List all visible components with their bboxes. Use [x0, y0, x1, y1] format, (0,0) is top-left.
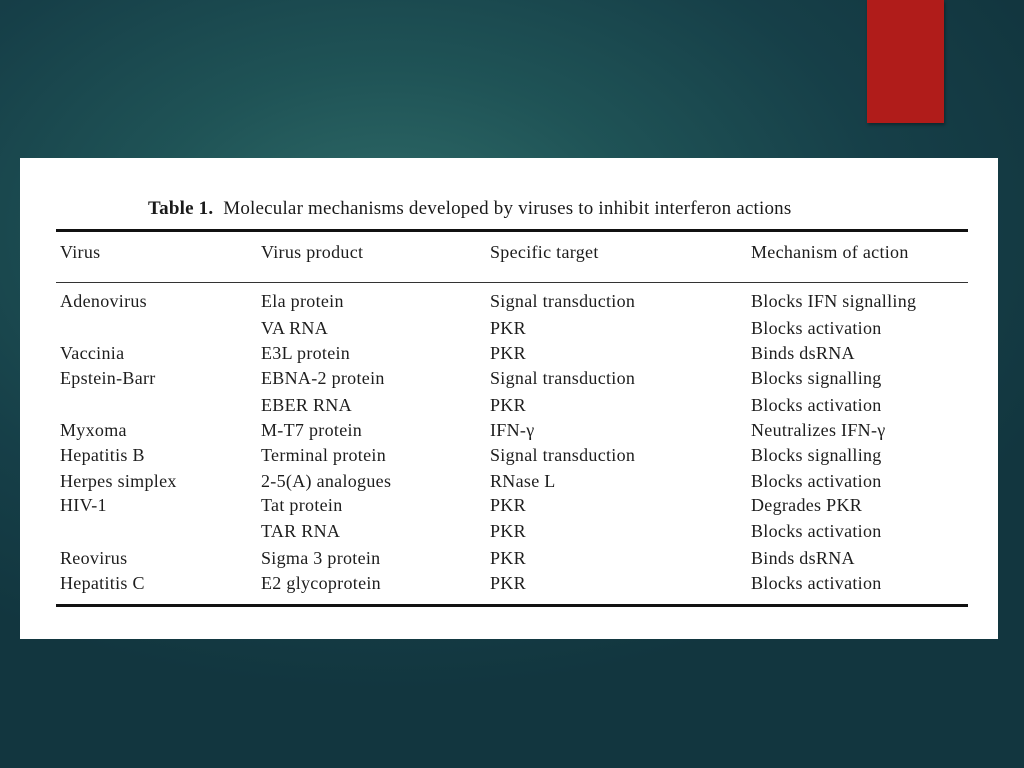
cell-mechanism: Blocks IFN signalling: [751, 291, 917, 311]
cell-mechanism: Neutralizes IFN-γ: [751, 420, 886, 440]
cell-specific-target: PKR: [490, 318, 526, 338]
cell-virus: Myxoma: [60, 420, 127, 440]
cell-virus: Hepatitis C: [60, 573, 145, 593]
cell-virus-product: TAR RNA: [261, 521, 341, 541]
cell-mechanism: Blocks signalling: [751, 445, 882, 465]
cell-virus: Adenovirus: [60, 291, 147, 311]
cell-specific-target: PKR: [490, 521, 526, 541]
cell-specific-target: PKR: [490, 573, 526, 593]
cell-mechanism: Blocks signalling: [751, 368, 882, 388]
cell-mechanism: Binds dsRNA: [751, 548, 855, 568]
header-virus: Virus: [60, 242, 101, 262]
cell-mechanism: Degrades PKR: [751, 495, 863, 515]
cell-mechanism: Blocks activation: [751, 395, 882, 415]
cell-specific-target: IFN-γ: [490, 420, 535, 440]
cell-mechanism: Blocks activation: [751, 318, 882, 338]
cell-specific-target: Signal transduction: [490, 291, 636, 311]
table-top-rule: [56, 229, 968, 232]
cell-virus-product: EBNA-2 protein: [261, 368, 385, 388]
header-mechanism: Mechanism of action: [751, 242, 909, 262]
table-label: Table 1.: [148, 198, 214, 219]
cell-virus-product: E3L protein: [261, 343, 351, 363]
table-caption: Molecular mechanisms developed by viruses to inhibit interferon actions: [223, 198, 792, 219]
cell-virus-product: Sigma 3 protein: [261, 548, 381, 568]
cell-virus-product: VA RNA: [261, 318, 328, 338]
cell-virus-product: Tat protein: [261, 495, 343, 515]
cell-specific-target: PKR: [490, 343, 526, 363]
table-header-rule: [56, 282, 968, 283]
cell-virus-product: M-T7 protein: [261, 420, 363, 440]
cell-virus-product: E2 glycoprotein: [261, 573, 381, 593]
cell-specific-target: PKR: [490, 548, 526, 568]
table-bottom-rule: [56, 604, 968, 607]
cell-specific-target: PKR: [490, 395, 526, 415]
cell-virus: Hepatitis B: [60, 445, 145, 465]
table-title: [148, 198, 791, 220]
cell-virus-product: Terminal protein: [261, 445, 386, 465]
cell-mechanism: Binds dsRNA: [751, 343, 855, 363]
cell-virus-product: EBER RNA: [261, 395, 352, 415]
cell-mechanism: Blocks activation: [751, 521, 882, 541]
cell-mechanism: Blocks activation: [751, 471, 882, 491]
red-accent-bar: [867, 0, 944, 123]
cell-virus: HIV-1: [60, 495, 107, 515]
cell-virus: Reovirus: [60, 548, 128, 568]
cell-specific-target: PKR: [490, 495, 526, 515]
cell-virus: Vaccinia: [60, 343, 125, 363]
header-virus-product: Virus product: [261, 242, 364, 262]
cell-specific-target: RNase L: [490, 471, 556, 491]
cell-virus-product: 2-5(A) analogues: [261, 471, 392, 491]
cell-specific-target: Signal transduction: [490, 445, 636, 465]
cell-virus: Herpes simplex: [60, 471, 177, 491]
cell-specific-target: Signal transduction: [490, 368, 636, 388]
cell-mechanism: Blocks activation: [751, 573, 882, 593]
cell-virus-product: Ela protein: [261, 291, 344, 311]
table-image: [20, 158, 998, 639]
cell-virus: Epstein-Barr: [60, 368, 156, 388]
header-specific-target: Specific target: [490, 242, 599, 262]
